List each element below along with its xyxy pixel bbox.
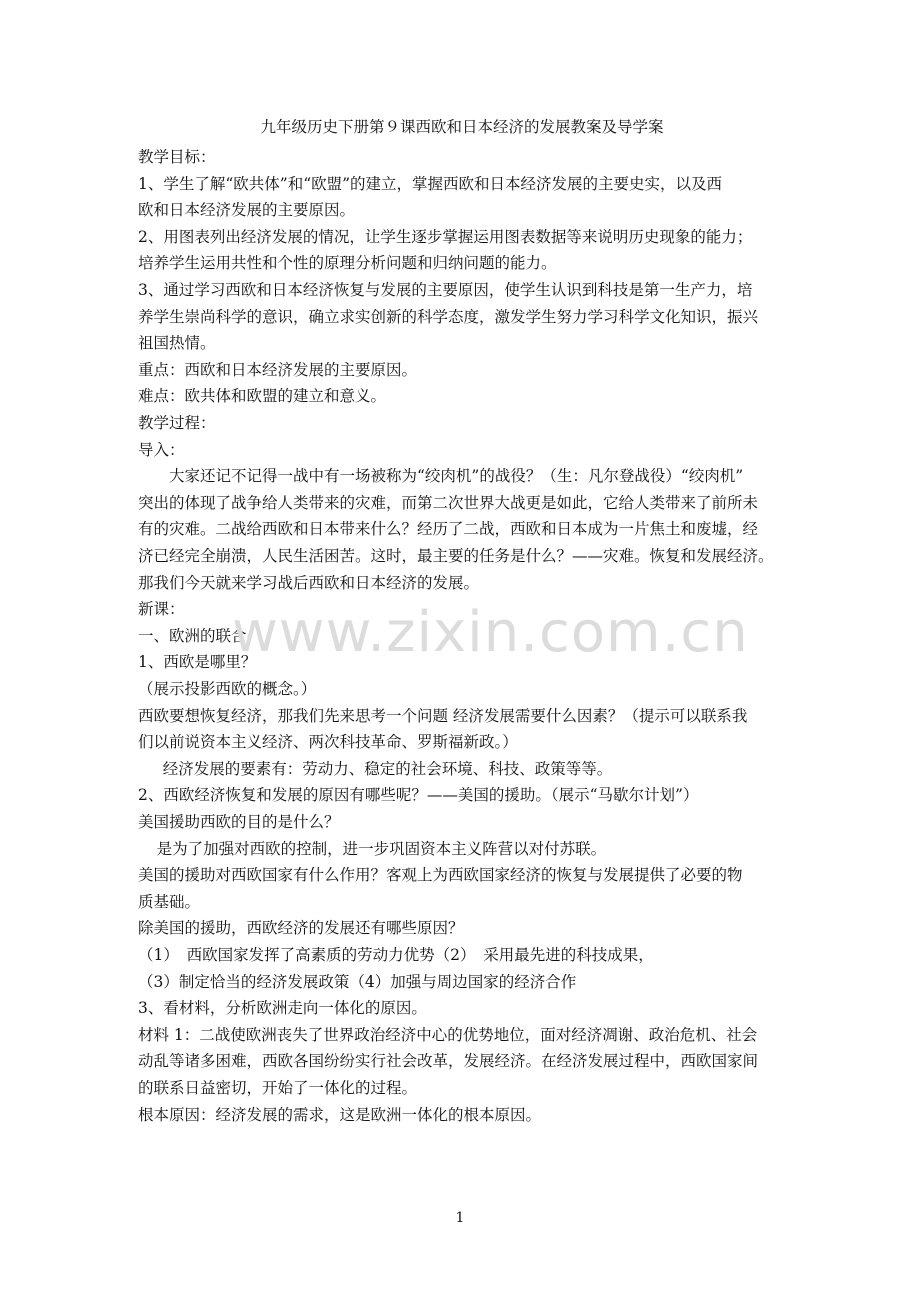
paragraph-line: 3、通过学习西欧和日本经济恢复与发展的主要原因，使学生认识到科技是第一生产力，培: [138, 281, 753, 299]
paragraph-line: 重点：西欧和日本经济发展的主要原因。: [138, 360, 418, 379]
paragraph-line: 培养学生运用共性和个性的原理分析问题和归纳问题的能力。: [138, 254, 557, 273]
paragraph-line: 那我们今天就来学习战后西欧和日本经济的发展。: [138, 573, 480, 592]
page-number: 1: [455, 1210, 465, 1226]
paragraph-line: 养学生崇尚科学的意识，确立求实创新的科学态度，激发学生努力学习科学文化知识，振兴: [138, 307, 759, 326]
paragraph-line: 除美国的援助，西欧经济的发展还有哪些原因？: [138, 919, 464, 938]
paragraph-line: （展示投影西欧的概念。）: [138, 680, 317, 698]
paragraph-line: 西欧要想恢复经济，那我们先来思考一个问题 经济发展需要什么因素？（提示可以联系我: [138, 706, 748, 725]
paragraph-line: 祖国热情。: [138, 334, 216, 353]
paragraph-line: 欧和日本经济发展的主要原因。: [138, 201, 356, 220]
paragraph-line: 2、西欧经济恢复和发展的原因有哪些呢？——美国的援助。（展示“马歇尔计划”）: [138, 786, 699, 805]
paragraph-line: 3、看材料，分析欧洲走向一体化的原因。: [138, 999, 427, 1018]
paragraph-line: 难点：欧共体和欧盟的建立和意义。: [138, 387, 387, 406]
watermark: www.zixin.com.cn: [232, 600, 749, 665]
paragraph-line: 2、用图表列出经济发展的情况，让学生逐步掌握运用图表数据等来说明历史现象的能力；: [138, 227, 753, 246]
paragraph-line: 教学目标：: [138, 148, 216, 166]
paragraph-line: 有的灾难。二战给西欧和日本带来什么？经历了二战，西欧和日本成为一片焦土和废墟，经: [138, 520, 759, 539]
paragraph-line: 1、西欧是哪里？: [138, 653, 257, 672]
paragraph-line: 大家还记不记得一战中有一场被称为“绞肉机”的战役？（生：凡尔登战役）“绞肉机”: [169, 467, 744, 486]
paragraph-line: 突出的体现了战争给人类带来的灾难，而第二次世界大战更是如此，它给人类带来了前所未: [138, 493, 759, 512]
paragraph-line: 经济发展的要素有：劳动力、稳定的社会环境、科技、政策等等。: [162, 759, 613, 778]
paragraph-line: 导入：: [138, 440, 185, 459]
paragraph-line: 是为了加强对西欧的控制，进一步巩固资本主义阵营以对付苏联。: [156, 839, 607, 858]
paragraph-line: 美国的援助对西欧国家有什么作用？客观上为西欧国家经济的恢复与发展提供了必要的物: [138, 866, 743, 885]
paragraph-line: 1、学生了解“欧共体”和“欧盟”的建立，掌握西欧和日本经济发展的主要史实，以及西: [138, 174, 723, 193]
paragraph-line: 美国援助西欧的目的是什么？: [138, 813, 340, 831]
paragraph-line: 的联系日益密切，开始了一体化的过程。: [138, 1079, 418, 1097]
paragraph-line: 动乱等诸多困难，西欧各国纷纷实行社会改革，发展经济。在经济发展过程中，西欧国家间: [138, 1052, 759, 1071]
document-title: 九年级历史下册第９课西欧和日本经济的发展教案及导学案: [260, 118, 664, 136]
paragraph-line: 新课：: [138, 600, 185, 619]
paragraph-line: 济已经完全崩溃，人民生活困苦。这时，最主要的任务是什么？——灾难。恢复和发展经济。: [138, 547, 774, 565]
paragraph-line: 根本原因：经济发展的需求，这是欧洲一体化的根本原因。: [138, 1105, 542, 1124]
paragraph-line: 材料 1：二战使欧洲丧失了世界政治经济中心的优势地位，面对经济凋谢、政治危机、社会: [138, 1025, 758, 1044]
paragraph-line: （1） 西欧国家发挥了高素质的劳动力优势（2） 采用最先进的科技成果，: [138, 946, 654, 964]
paragraph-line: 质基础。: [138, 892, 201, 911]
paragraph-line: （3）制定恰当的经济发展政策（4）加强与周边国家的经济合作: [138, 972, 577, 991]
paragraph-line: 们以前说资本主义经济、两次科技革命、罗斯福新政。）: [138, 733, 518, 752]
paragraph-line: 教学过程：: [138, 414, 216, 432]
paragraph-line: 一、欧洲的联合: [138, 626, 247, 645]
